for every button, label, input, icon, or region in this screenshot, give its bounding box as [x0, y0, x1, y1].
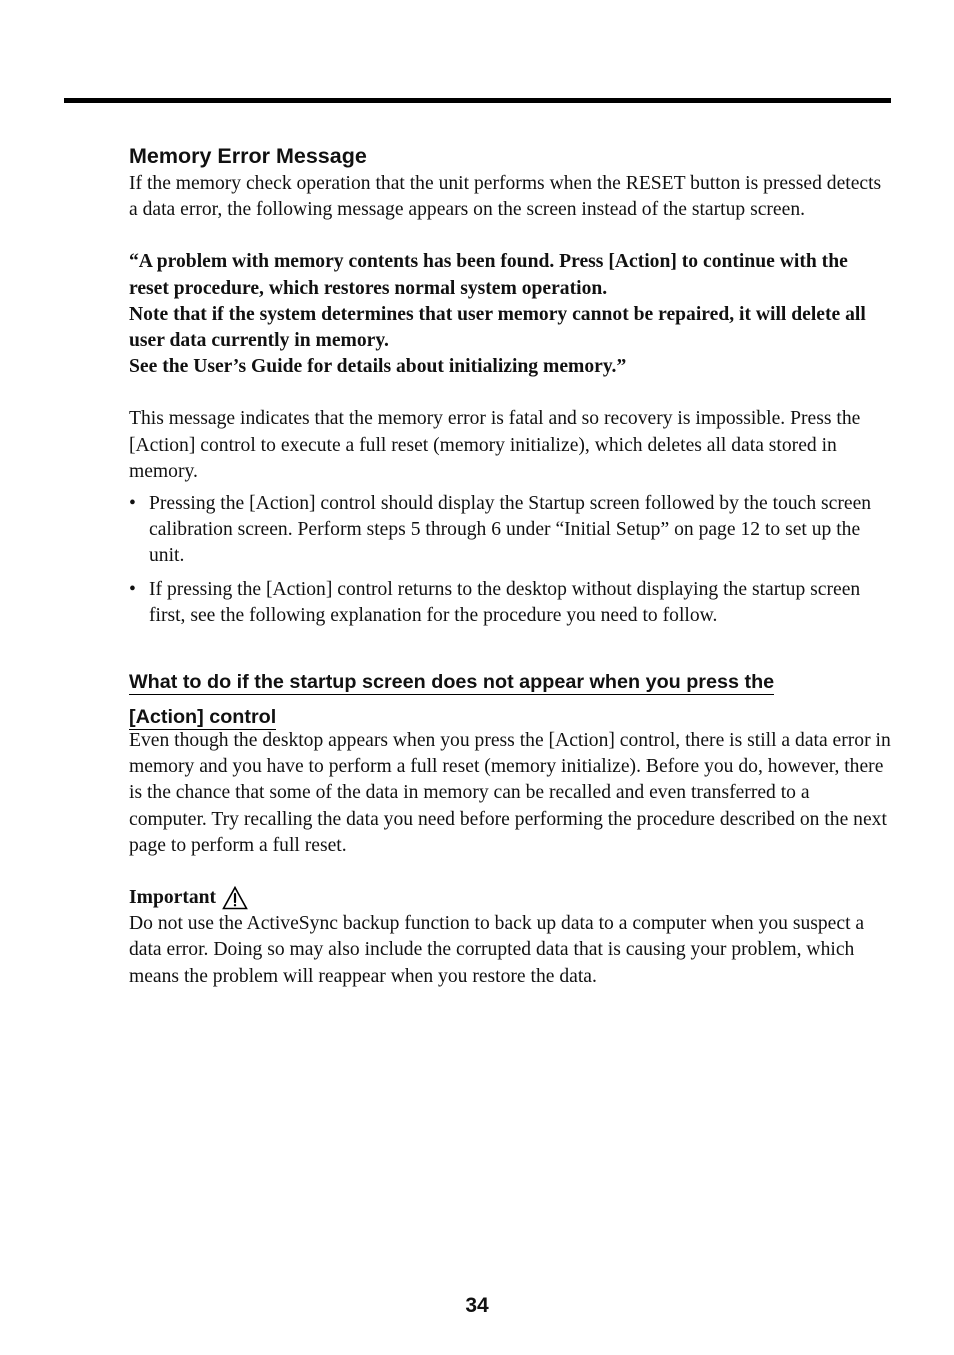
section-title-startup-screen	[129, 664, 891, 734]
bullet-icon: •	[129, 493, 136, 515]
error-message-line-3: See the User’s Guide for details about initializing memory.”	[129, 356, 627, 378]
startup-body-paragraph: Even though the desktop appears when you press the [Action] control, there is still a data error in memory and you have to perform a full reset (memory initialize). Before you do, however, there is the chance that some of the data in memory can be recalled and even transferred to a computer. Try recalling the data you need before performing the procedure described on the next page to perform a full reset.	[129, 730, 891, 856]
error-message-line-2: Note that if the system determines that user memory cannot be repaired, it will delete all user data currently in memory.	[129, 303, 866, 352]
error-message-line-1: “A problem with memory contents has been found. Press [Action] to continue with the reset procedure, which restores normal system operation.	[129, 251, 848, 299]
bullet-text: If pressing the [Action] control returns to the desktop without displaying the startup screen first, see the following explanation for the procedure you need to follow.	[149, 578, 861, 626]
warning-triangle-icon	[222, 886, 248, 910]
important-heading	[129, 885, 891, 911]
bullet-text: Pressing the [Action] control should display the Startup screen followed by the touch screen calibration screen. Perform steps 5 through 6 under “Initial Setup” on page 12 to set up the unit.	[149, 493, 872, 567]
important-label: Important	[129, 887, 217, 909]
header-rule	[64, 98, 891, 103]
section-title-line-2: [Action] control	[129, 706, 277, 729]
section-title-memory-error: Memory Error Message	[129, 144, 367, 168]
important-body-paragraph: Do not use the ActiveSync backup function to back up data to a computer when you suspect a data error. Doing so may also include the corrupted data that is causing your problem, which means the problem will reappear when you restore the data.	[129, 913, 865, 987]
bullet-list	[129, 491, 891, 629]
explanation-paragraph: This message indicates that the memory error is fatal and so recovery is impossible. Press the [Action] control to execute a full reset (memory initialize), which deletes all data stored in memory.	[129, 408, 861, 482]
list-item	[129, 577, 891, 629]
page-content	[129, 141, 891, 990]
section-title-line-1: What to do if the startup screen does not appear when you press the	[129, 671, 775, 694]
intro-paragraph: If the memory check operation that the unit performs when the RESET button is pressed detects a data error, the following message appears on the screen instead of the startup screen.	[129, 173, 882, 221]
bullet-icon: •	[129, 578, 136, 600]
page-number: 34	[465, 1294, 489, 1317]
list-item	[129, 491, 891, 570]
error-message-quote	[129, 249, 891, 380]
